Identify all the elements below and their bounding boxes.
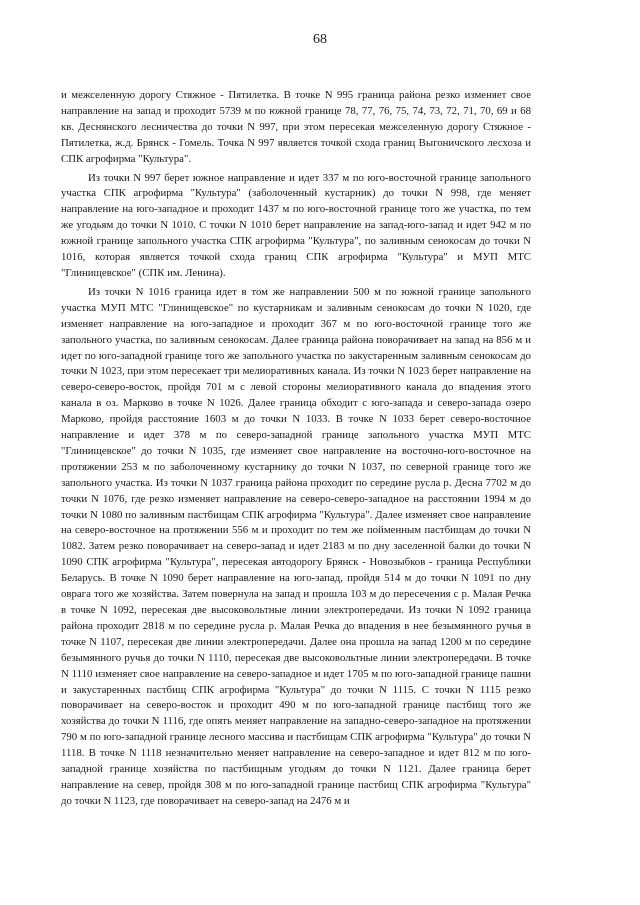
document-body <box>61 88 531 810</box>
paragraph-continuation: и межселенную дорогу Стяжное - Пятилетка. В точке N 995 граница района резко изменяет свое направление на запад и проходит 5739 м по южной границе 78, 77, 76, 75, 74, 73, 72, 71, 70, 69 и 68 кв. Деснянского лесничества до точки N 997, при этом пересекая межселенную дорогу Стяжное - Пятилетка, ж.д. Брянск - Гомель. Точка N 997 является точкой схода границ Выгоничского лесхоза и СПК агрофирма "Культура". <box>61 89 531 165</box>
paragraph-point-1016: Из точки N 1016 граница идет в том же направлении 500 м по южной границе запольного участка МУП МТС "Глинищевское" по кустарникам и заливным сенокосам до точки N 1020, где изменяет направление на юго-западное и проходит 367 м по юго-восточной границе того же запольного участка, по заливным сенокосам. Далее граница района поворачивает на запад на 856 м и идет по юго-западной границе того же запольного участка по закустаренным заливным сенокосам до точки N 1023, при этом пересекает три мелиоративных канала. Из точки N 1023 берет направление на северо-северо-восток, пройдя 701 м с левой стороны мелиоративного канала до впадения этого канала в оз. Марково в точке N 1026. Далее граница обходит с юго-запада и северо-запада озеро Марково, пройдя расстояние 1603 м до точки N 1033. В точке N 1033 берет северо-восточное направление и идет 378 м по северо-западной границе запольного участка МУП МТС "Глинищевское" до точки N 1035, где изменяет свое направление на восточно-юго-восточное на протяжении 253 м по заболоченному кустарнику до точки N 1037, по северной границе того же запольного участка. Из точки N 1037 граница района проходит по середине русла р. Десна 7702 м до точки N 1076, где резко изменяет направление на северо-северо-западное на расстоянии 1994 м до точки N 1080 по заливным пастбищам СПК агрофирма "Культура". Далее изменяет свое направление на северо-восточное на протяжении 556 м и проходит по тем же пойменным пастбищам до точки N 1082. Затем резко поворачивает на северо-запад и идет 2183 м по дну заселенной балки до точки N 1090 СПК агрофирма "Культура", пересекая автодорогу Брянск - Новозыбков - граница Республики Беларусь. В точке N 1090 берет направление на юго-запад, пройдя 514 м до точки N 1091 по дну оврага того же хозяйства. Затем повернула на запад и прошла 103 м до пересечения с р. Малая Речка в точке N 1092, пересекая две высоковольтные линии электропередачи. Из точки N 1092 граница района проходит 2818 м по середине русла р. Малая Речка до впадения в нее безымянного ручья в точке N 1107, пересекая две линии электропередачи. Далее она прошла на запад 1200 м по середине безымянного ручья до точки N 1110, пересекая две высоковольтные линии электропередачи. В точке N 1110 изменяет свое направление на северо-западное и идет 1705 м по юго-западной границе пашни и закустаренных пастбищ СПК агрофирма "Культура" до точки N 1115. С точки N 1115 резко поворачивает на северо-восток и проходит 490 м по юго-западной границе пастбищ того же хозяйства до точки N 1116, где опять меняет направление на западно-северо-западное на протяжении 790 м по юго-западной границе лесного массива и пастбищам СПК агрофирма "Культура" до точки N 1118. В точке N 1118 незначительно меняет направление на северо-западное и идет 812 м по юго-западной границе хозяйства по пастбищным угодьям до точки N 1121. Далее граница берет направление на север, пройдя 308 м по юго-западной границе пастбищ СПК агрофирма "Культура" до точки N 1123, где поворачивает на северо-запад на 2476 м и <box>61 285 531 807</box>
page-number: 68 <box>313 32 327 47</box>
paragraph-point-997: Из точки N 997 берет южное направление и идет 337 м по юго-восточной границе запольного участка СПК агрофирма "Культура" (заболоченный кустарник) до точки N 998, где меняет направление на юго-западное и проходит 1437 м по юго-восточной границе того же участка, по тем же угодьям до точки N 1010. С точки N 1010 берет направление на запад-юго-запад и идет 942 м по южной границе запольного участка СПК агрофирма "Культура", по заливным сенокосам до точки N 1016, которая является точкой схода границ СПК агрофирма "Культура" и МУП МТС "Глинищевское" (СПК им. Ленина). <box>61 171 531 279</box>
